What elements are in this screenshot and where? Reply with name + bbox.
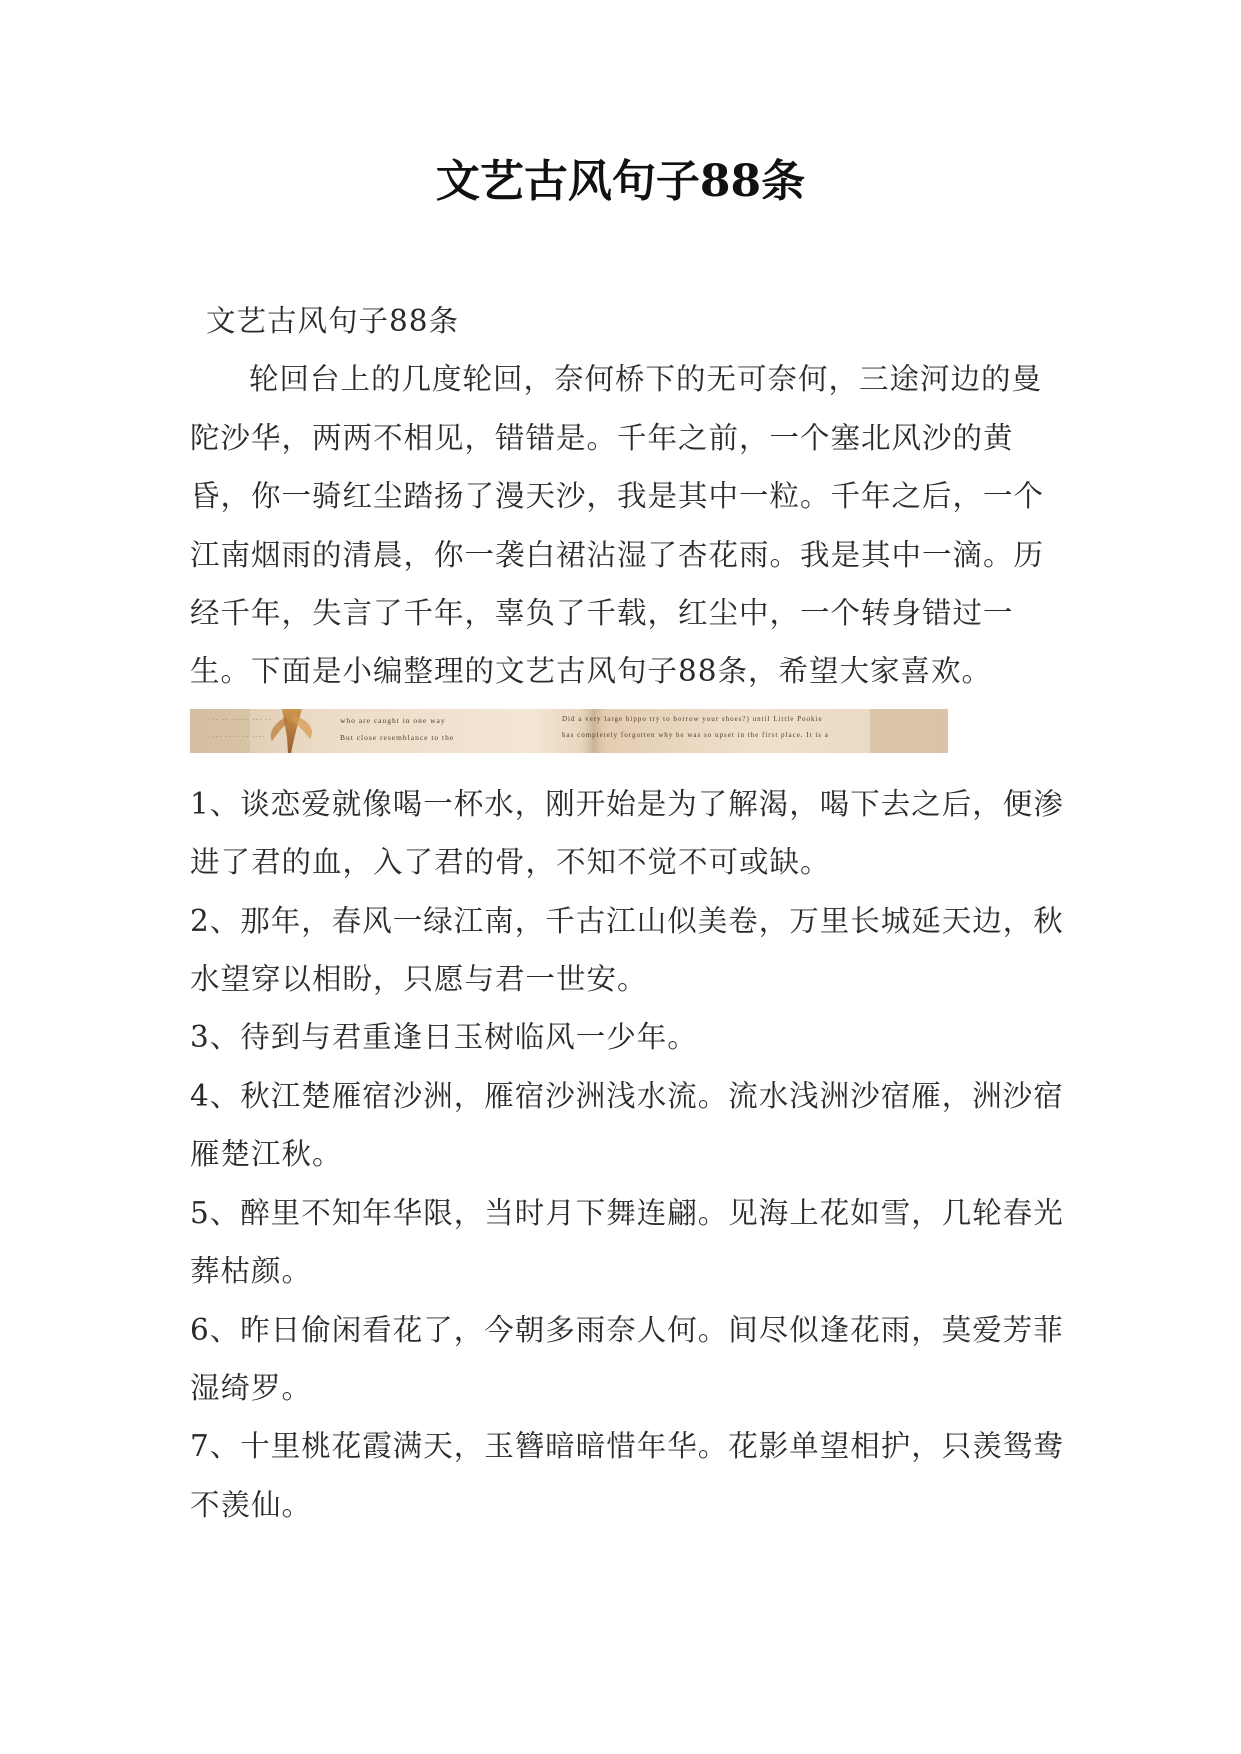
banner-left-text-line-2: But close resemblance to the: [340, 732, 455, 742]
list-item: 4、秋江楚雁宿沙洲，雁宿沙洲浅水流。流水浅洲沙宿雁，洲沙宿雁楚江秋。: [190, 1078, 1064, 1172]
document-subtitle: 文艺古风句子88条: [206, 304, 460, 338]
list-item: 2、那年，春风一绿江南，千古江山似美卷，万里长城延天边，秋水望穿以相盼，只愿与君一世安。: [190, 903, 1064, 997]
intro-paragraph: 轮回台上的几度轮回，奈何桥下的无可奈何，三途河边的曼陀沙华，两两不相见，错错是。千年之前，一个塞北风沙的黄昏，你一骑红尘踏扬了漫天沙，我是其中一粒。千年之后，一个江南烟雨的清晨，你一袭白裙沾湿了杏花雨。我是其中一滴。历经千年，失言了千年，辜负了千载，红尘中，一个转身错过一生。下面是小编整理的文艺古风句子88条，希望大家喜欢。: [190, 362, 1045, 689]
document-title: 文艺古风句子88条: [435, 156, 806, 207]
banner-right-text-line-2: has completely forgotten why he was so upset in the first place. It is a: [562, 730, 829, 739]
svg-text:·· ·· ····· ··· ··: ·· ·· ····· ··· ··: [212, 714, 273, 724]
sentence-list: [190, 775, 1070, 1534]
banner-right-text-line-1: Did a very large hippo try to borrow your shoes?) until Little Pookie: [562, 714, 823, 723]
document-body: [190, 292, 1070, 1534]
list-item: 3、待到与君重逢日玉树临风一少年。: [190, 1020, 698, 1055]
list-item: 6、昨日偷闲看花了，今朝多雨奈人何。间尽似逢花雨，莫爱芳菲湿绮罗。: [190, 1312, 1064, 1405]
banner-left-text-line-1: who are caught in one way: [340, 715, 446, 725]
book-page-banner-image: [190, 709, 948, 753]
list-item: 1、谈恋爱就像喝一杯水，刚开始是为了解渴，喝下去之后，便渗进了君的血，入了君的骨，不知不觉不可或缺。: [190, 786, 1064, 880]
list-item: 5、醉里不知年华限，当时月下舞连翩。见海上花如雪，几轮春光葬枯颜。: [190, 1195, 1064, 1289]
svg-text:··· ···· ·· ····: ··· ···· ·· ····: [212, 731, 267, 741]
list-item: 7、十里桃花霞满天，玉簪暗暗惜年华。花影单望相护，只羡鸳鸯不羡仙。: [190, 1429, 1064, 1522]
